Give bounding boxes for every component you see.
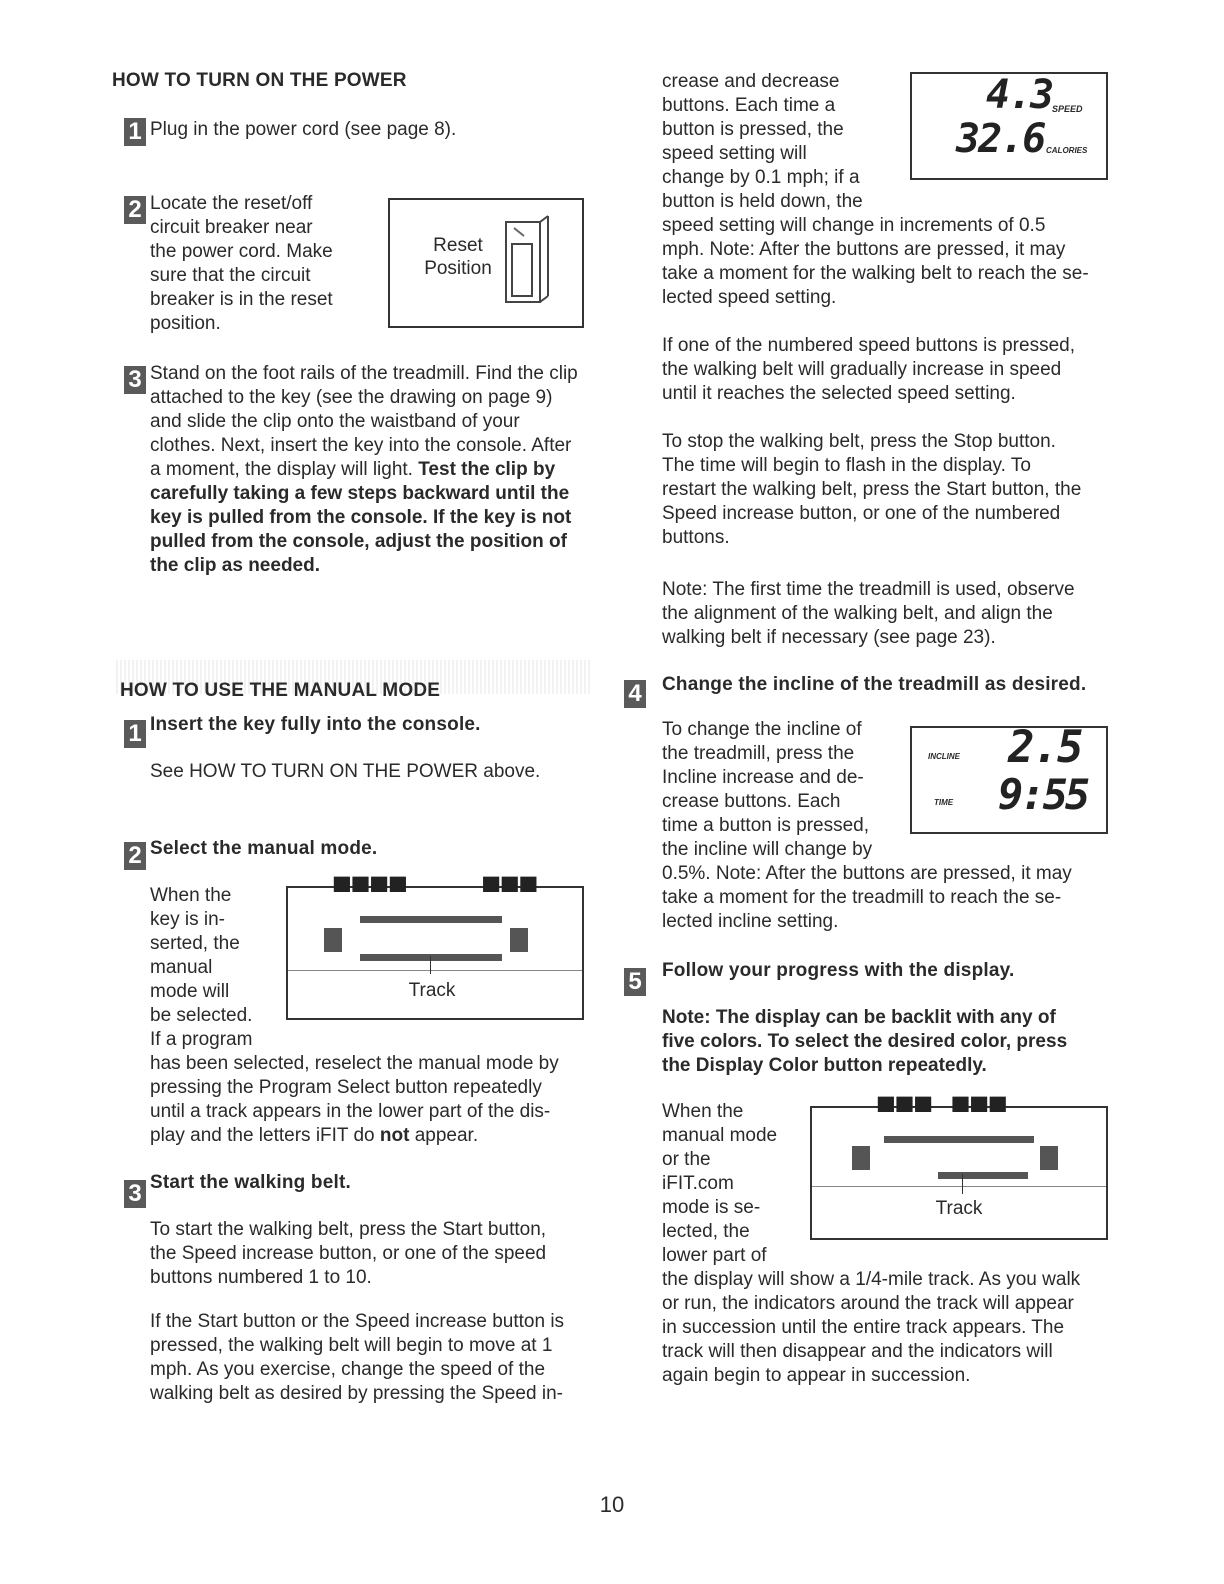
step-number-badge: 1 — [124, 720, 146, 748]
reset-label: Reset — [433, 235, 483, 256]
speed-continued-wrap-text: crease and decrease buttons. Each time a button is pressed, the speed setting will change by 0.1 mph; if a button is held down, the — [662, 71, 863, 212]
breaker-switch-icon — [500, 214, 556, 314]
power-section-title: HOW TO TURN ON THE POWER — [112, 70, 407, 91]
power-step-3-text: Stand on the foot rails of the treadmill. Find the clip attached to the key (see the drawing on page 9) and slide the clip onto the waistband of your clothes. Next, insert the key into the console. After a moment, the display will light. Test the clip by carefully taking a few steps backward until the key is pulled from the console. If the key is not pulled from the console, adjust the position of the clip as needed. — [150, 363, 578, 576]
manual-step-2-heading: Select the manual mode. — [150, 838, 378, 859]
track-display-illustration — [286, 878, 584, 1020]
time-label: TIME — [934, 798, 954, 807]
stop-belt-text: To stop the walking belt, press the Stop button. The time will begin to flash in the display. To restart the walking belt, press the Start button, the Speed increase button, or one of the numbered buttons. — [662, 431, 1082, 548]
track-pointer-line — [962, 1174, 963, 1194]
step-number-badge: 2 — [124, 842, 146, 870]
page-number: 10 — [599, 1492, 625, 1517]
step-number-badge: 4 — [624, 680, 646, 708]
manual-step-3-paragraph-1: To start the walking belt, press the Start button, the Speed increase button, or one of the speed buttons numbered 1 to 10. — [150, 1219, 547, 1288]
reset-switch-illustration — [388, 198, 584, 328]
track-label: Track — [408, 980, 456, 1001]
divider — [288, 970, 582, 971]
track-top-bar — [360, 916, 502, 923]
step-number-badge: 1 — [124, 118, 146, 146]
step-number-badge: 5 — [624, 968, 646, 996]
step-5-note: Note: The display can be backlit with any of five colors. To select the desired color, press the Display Color button repeatedly. — [662, 1007, 1068, 1076]
incline-time-display — [910, 722, 1108, 834]
divider — [812, 1186, 1106, 1187]
calories-label: CALORIES — [1046, 146, 1088, 155]
track-bottom-bar — [938, 1172, 1028, 1179]
manual-step-2-text: has been selected, reselect the manual mode by pressing the Program Select button repeatedly until a track appears in the lower part of the dis- play and the letters iFIT do not appear. — [150, 1053, 559, 1146]
track-pointer-line — [430, 956, 431, 974]
alignment-note-text: Note: The first time the treadmill is used, observe the alignment of the walking belt, and align the walking belt if necessary (see page 23). — [662, 579, 1075, 648]
track-right-bar — [510, 928, 528, 952]
manual-step-1-heading: Insert the key fully into the console. — [150, 714, 481, 735]
calories-value: 32.6 — [956, 116, 1045, 162]
step-number-badge: 3 — [124, 366, 146, 394]
track-left-bar — [324, 928, 342, 952]
incline-label: INCLINE — [928, 752, 960, 761]
track-label: Track — [935, 1198, 983, 1219]
manual-step-2-wrap-text: When the key is in- serted, the manual mode will be selected. If a program — [150, 885, 253, 1050]
segment-digits-icon: ▀▀▀▀ ▀▀▀ — [334, 878, 540, 908]
speed-label: SPEED — [1052, 104, 1083, 114]
step-5-text: the display will show a 1/4-mile track. As you walk or run, the indicators around the track will appear in succession until the entire track appears. The track will then disappear and the indicators will again begin to appear in succession. — [662, 1269, 1081, 1386]
power-step-2-text: Locate the reset/off circuit breaker near the power cord. Make sure that the circuit breaker is in the reset position. — [150, 193, 333, 334]
time-value: 9:55 — [998, 770, 1088, 819]
track-left-bar — [852, 1146, 870, 1170]
step-number-badge: 3 — [124, 1180, 146, 1208]
manual-step-3-paragraph-2: If the Start button or the Speed increase button is pressed, the walking belt will begin to move at 1 mph. As you exercise, change the speed of the walking belt as desired by pressing the Speed in- — [150, 1311, 565, 1404]
position-label: Position — [424, 258, 492, 279]
track-right-bar — [1040, 1146, 1058, 1170]
manual-section-title: HOW TO USE THE MANUAL MODE — [120, 680, 441, 701]
speed-continued-text: speed setting will change in increments of 0.5 mph. Note: After the buttons are pressed, it may take a moment for the walking belt to reach the se- lected speed setting. — [662, 215, 1089, 308]
incline-value: 2.5 — [1008, 722, 1082, 773]
track-bottom-bar — [360, 954, 502, 961]
speed-calories-display — [910, 72, 1108, 180]
step-number-badge: 2 — [124, 196, 146, 224]
step-4-heading: Change the incline of the treadmill as desired. — [662, 674, 1087, 695]
speed-value: 4.3 — [986, 72, 1053, 118]
manual-step-1-text: See HOW TO TURN ON THE POWER above. — [150, 761, 541, 782]
track-top-bar — [884, 1136, 1034, 1143]
numbered-speed-text: If one of the numbered speed buttons is pressed, the walking belt will gradually increase in speed until it reaches the selected speed setting. — [662, 335, 1075, 404]
segment-digits-icon: ▀▀▀ ▀▀▀ — [878, 1098, 1009, 1128]
power-step-1-text: Plug in the power cord (see page 8). — [150, 119, 457, 140]
step-5-heading: Follow your progress with the display. — [662, 960, 1015, 981]
track-display-illustration — [810, 1098, 1108, 1240]
manual-step-3-heading: Start the walking belt. — [150, 1172, 351, 1193]
step-4-wrap-text: To change the incline of the treadmill, press the Incline increase and de- crease buttons. Each time a button is pressed, the incline will change by — [662, 719, 873, 860]
step-5-wrap-text: When the manual mode or the iFIT.com mode is se- lected, the lower part of — [662, 1101, 778, 1266]
step-4-text: 0.5%. Note: After the buttons are pressed, it may take a moment for the treadmill to reach the se- lected incline setting. — [662, 863, 1072, 932]
